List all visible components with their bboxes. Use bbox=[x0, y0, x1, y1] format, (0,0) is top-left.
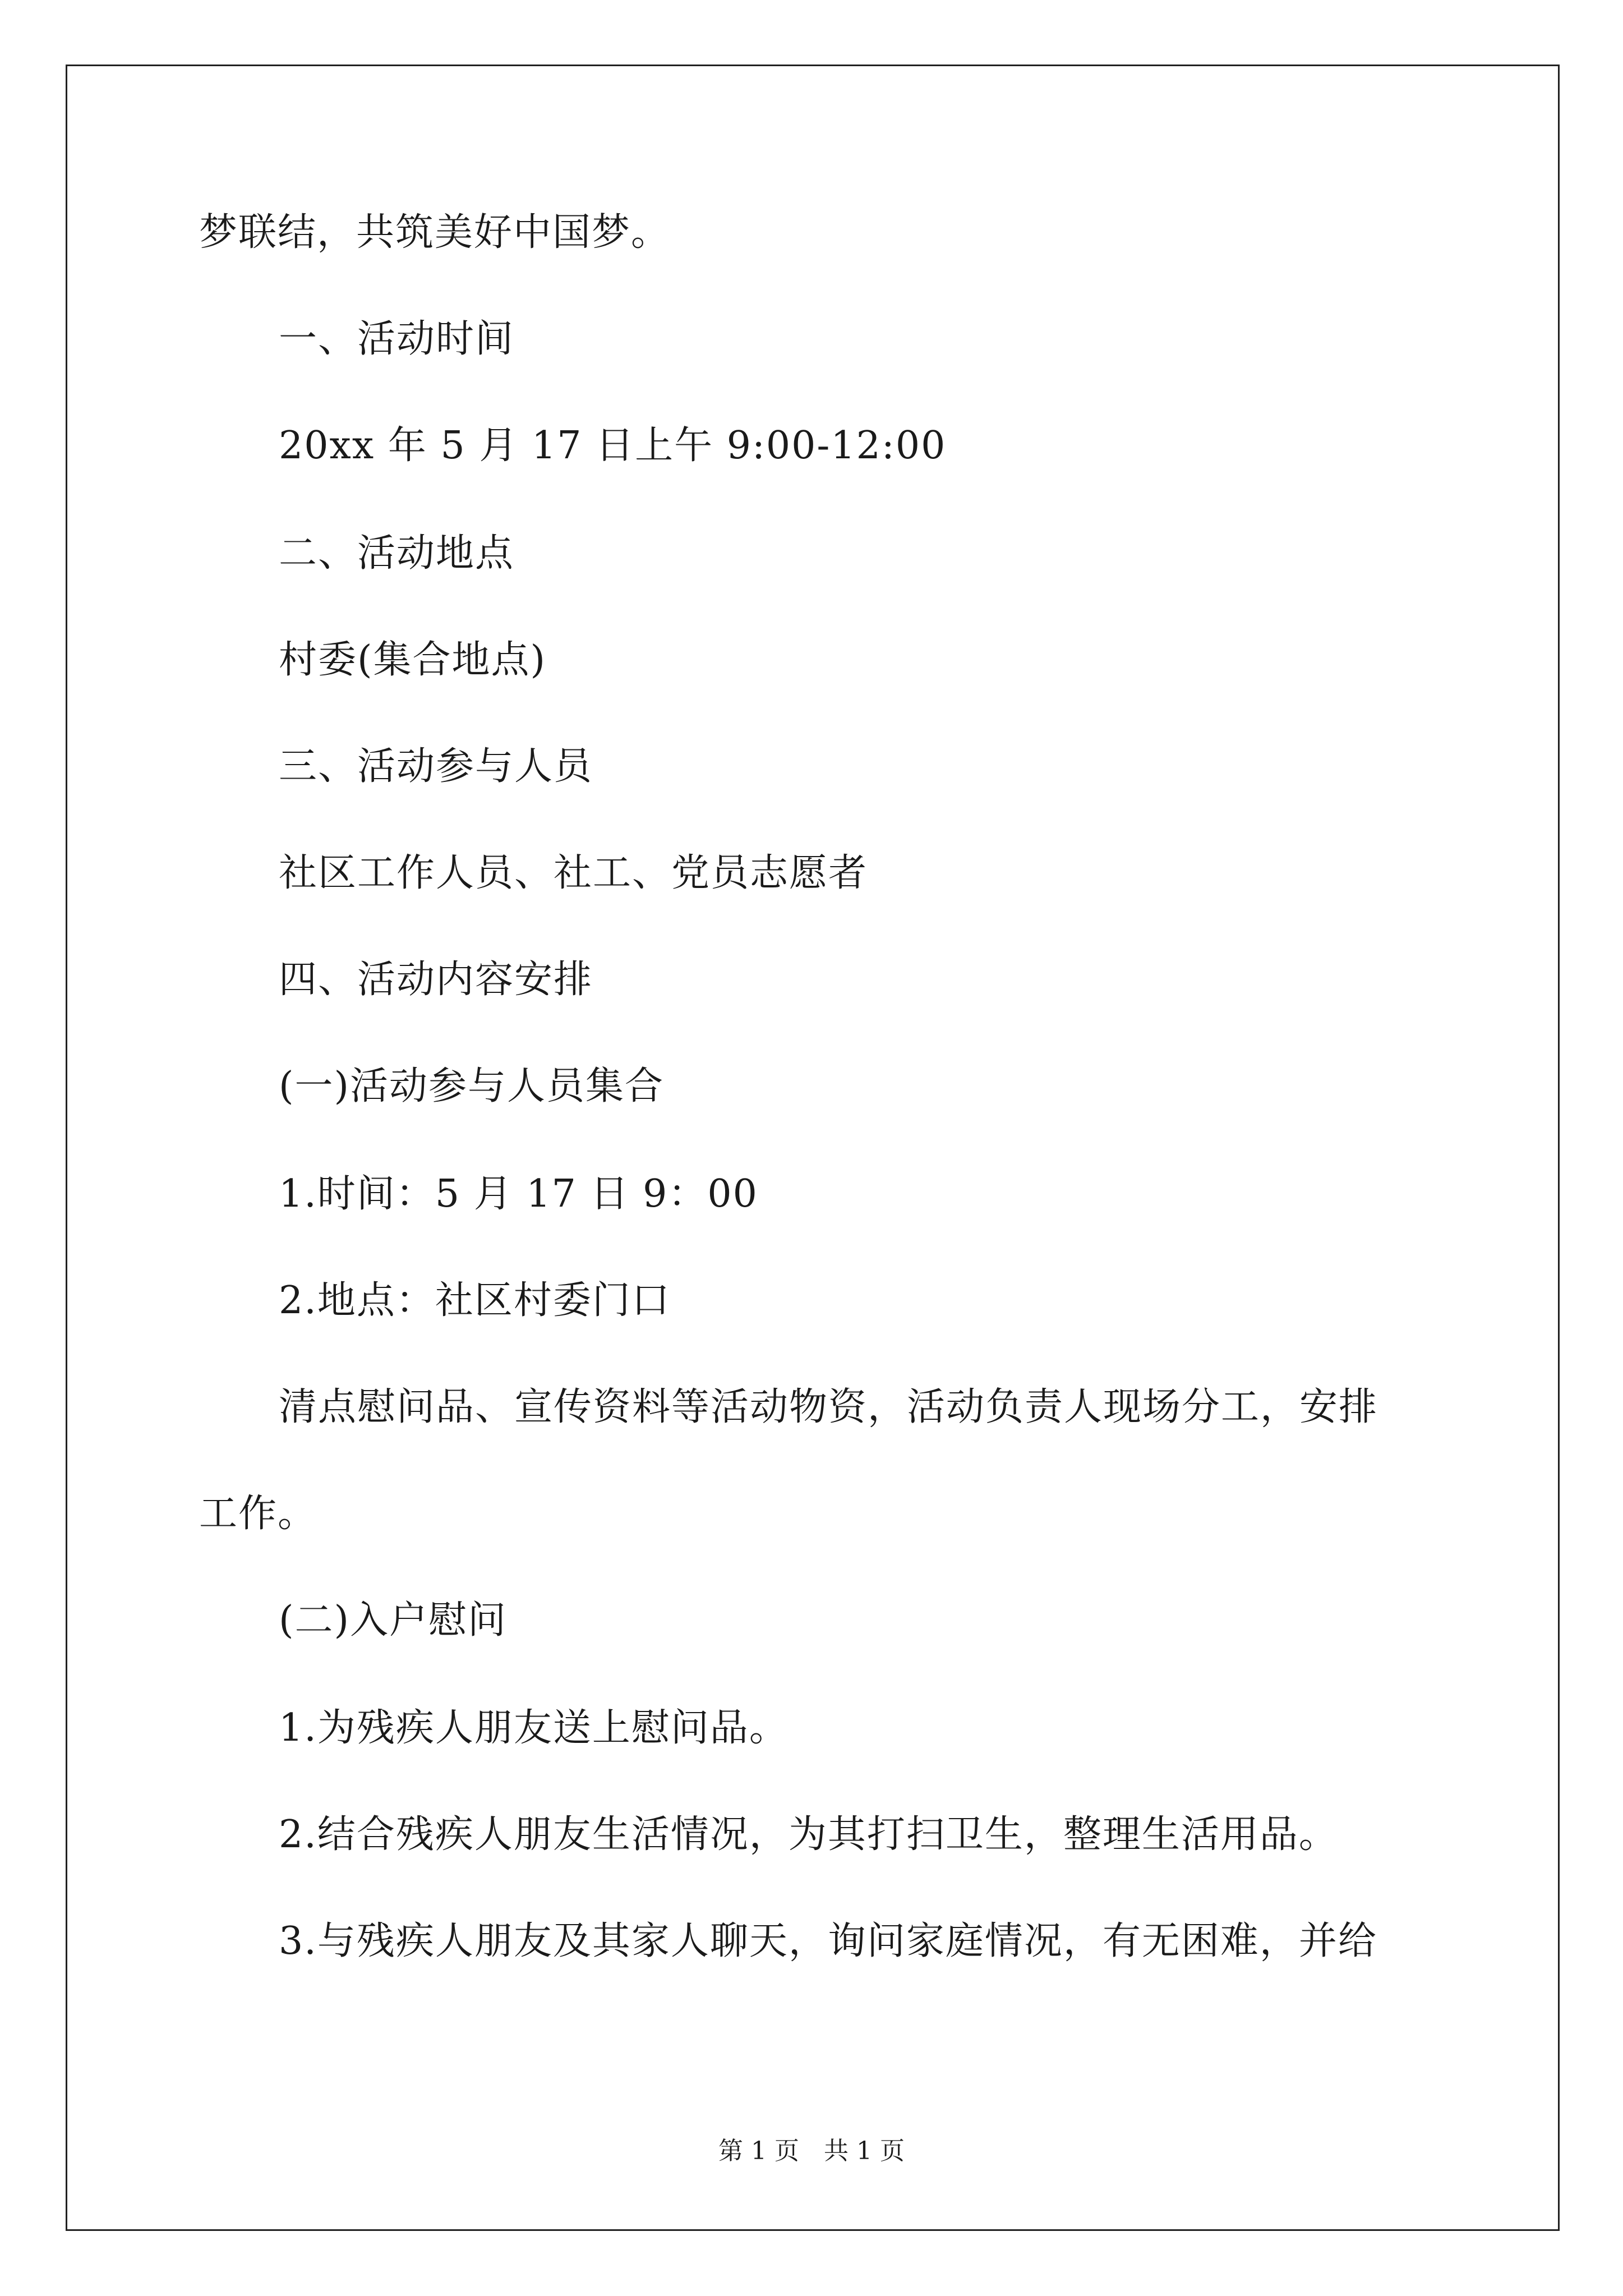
body-text-line: 梦联结，共筑美好中国梦。 bbox=[199, 210, 671, 255]
section-heading-time: 一、活动时间 bbox=[279, 317, 515, 361]
gathering-time: 1.时间：5 月 17 日 9：00 bbox=[279, 1172, 758, 1216]
activity-location-value: 村委(集合地点) bbox=[279, 638, 547, 682]
list-item: 2.结合残疾人朋友生活情况，为其打扫卫生，整理生活用品。 bbox=[279, 1812, 1338, 1857]
page-number-footer: 第 1 页 共 1 页 bbox=[718, 2137, 905, 2165]
gathering-place: 2.地点：社区村委门口 bbox=[279, 1278, 671, 1323]
body-text-line: 清点慰问品、宣传资料等活动物资，活动负责人现场分工，安排 bbox=[279, 1385, 1378, 1429]
participants-value: 社区工作人员、社工、党员志愿者 bbox=[279, 851, 868, 895]
list-item: 3.与残疾人朋友及其家人聊天，询问家庭情况，有无困难，并给 bbox=[279, 1919, 1377, 1963]
page-border bbox=[66, 65, 1560, 2231]
list-item: 1.为残疾人朋友送上慰问品。 bbox=[279, 1706, 789, 1750]
subsection-heading-gathering: (一)活动参与人员集合 bbox=[279, 1064, 665, 1108]
body-text-line: 工作。 bbox=[199, 1492, 317, 1536]
section-heading-location: 二、活动地点 bbox=[279, 531, 515, 576]
section-heading-content: 四、活动内容安排 bbox=[279, 958, 593, 1002]
activity-time-value: 20xx 年 5 月 17 日上午 9:00-12:00 bbox=[279, 424, 947, 468]
section-heading-participants: 三、活动参与人员 bbox=[279, 744, 593, 789]
subsection-heading-visit: (二)入户慰问 bbox=[279, 1598, 508, 1642]
